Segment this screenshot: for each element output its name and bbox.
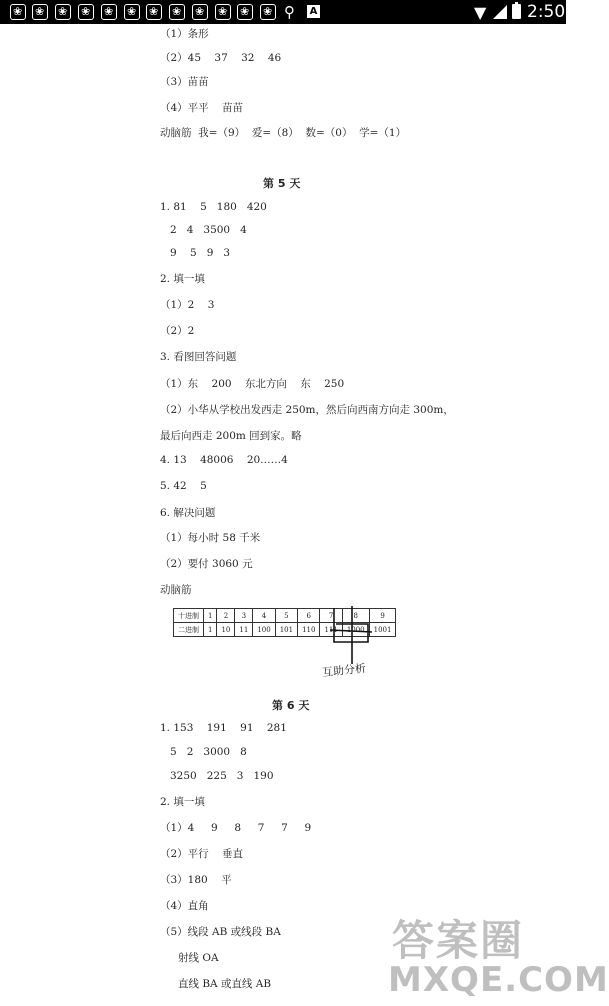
answer-line: 4. 13 48006 20……4 (160, 454, 288, 466)
answer-line: 动脑筋 我=（9） 爱=（8） 数=（0） 学=（1） (160, 127, 407, 139)
answer-line: （1）2 3 (160, 299, 215, 311)
answer-line: （4）直角 (160, 900, 209, 912)
answer-line: 2. 填一填 (160, 273, 205, 285)
paw-icon (32, 4, 48, 20)
answer-line: 3250 225 3 190 (170, 770, 274, 782)
paw-icon (260, 4, 276, 20)
answer-line: （5）线段 AB 或线段 BA (160, 926, 281, 938)
paw-icon (237, 4, 253, 20)
a-badge-icon: A (307, 5, 320, 18)
answer-line: （2）2 (160, 325, 195, 337)
table-cell: 7 (320, 609, 342, 623)
table-cell: 100 (253, 623, 275, 637)
answer-line: （1）每小时 58 千米 (160, 532, 261, 544)
table-cell: 1 (204, 609, 217, 623)
status-bar (0, 0, 566, 24)
signal-icon (493, 5, 507, 19)
answer-line: （2）平行 垂直 (160, 848, 244, 860)
answer-line: 最后向西走 200m 回到家。略 (160, 430, 302, 442)
table-cell: 10 (217, 623, 235, 637)
table-cell: 3 (235, 609, 253, 623)
table-cell: 8 (342, 609, 369, 623)
table-cell: 110 (298, 623, 320, 637)
table-cell: 二进制 (174, 623, 204, 637)
paw-icon (192, 4, 208, 20)
paw-icon (101, 4, 117, 20)
paw-icon (10, 4, 26, 20)
answer-line: 射线 OA (178, 952, 219, 964)
wifi-icon: ▼ (474, 3, 487, 22)
table-cell: 11 (235, 623, 253, 637)
answer-line: 2 4 3500 4 (170, 224, 247, 236)
paw-icon (215, 4, 231, 20)
table-cell: 4 (253, 609, 275, 623)
answer-line: （3）苗苗 (160, 76, 209, 88)
table-cell: 9 (369, 609, 396, 623)
watermark-url: MXQE.COM (388, 960, 609, 1000)
answer-line: 6. 解决问题 (160, 507, 216, 519)
table-cell: 2 (217, 609, 235, 623)
section-heading: 第 5 天 (263, 177, 301, 190)
table-cell: 5 (275, 609, 297, 623)
answer-line: （3）180 平 (160, 874, 232, 886)
answer-line: （1）东 200 东北方向 东 250 (160, 378, 345, 390)
answer-line: （1）条形 (160, 28, 209, 40)
table-cell: 111 (320, 623, 342, 637)
answer-line: 1. 81 5 180 420 (160, 201, 267, 213)
answer-line: （2）45 37 32 46 (160, 52, 282, 64)
answer-line: （2）要付 3060 元 (160, 558, 253, 570)
answer-line: （4）平平 苗苗 (160, 102, 244, 114)
answer-line: 2. 填一填 (160, 796, 205, 808)
answer-line: 1. 153 191 91 281 (160, 722, 287, 734)
paw-icon (169, 4, 185, 20)
answer-line: 3. 看图回答问题 (160, 351, 237, 363)
table-cell: 1000 (342, 623, 369, 637)
paw-icon (55, 4, 71, 20)
paw-icon (78, 4, 94, 20)
table-cell: 十进制 (174, 609, 204, 623)
answer-line: 直线 BA 或直线 AB (178, 978, 272, 990)
search-icon: ⚲ (284, 3, 295, 21)
answer-line: （2）小华从学校出发西走 250m，然后向西南方向走 300m， (160, 404, 454, 416)
watermark-logo: 答案圈 (392, 916, 525, 965)
table-cell: 1001 (369, 623, 396, 637)
table-cell: 1 (204, 623, 217, 637)
table-cell: 101 (275, 623, 297, 637)
battery-icon (512, 4, 521, 19)
handwritten-note: 互助分析 (321, 661, 367, 680)
answer-line: 5 2 3000 8 (170, 746, 247, 758)
section-heading: 第 6 天 (272, 699, 310, 712)
answer-line: 动脑筋 (160, 584, 192, 596)
paw-icon (146, 4, 162, 20)
clock-time: 2:50 (527, 2, 566, 22)
paw-icon (124, 4, 140, 20)
answer-line: 5. 42 5 (160, 480, 207, 492)
answer-line: 9 5 9 3 (170, 247, 231, 259)
table-cell: 6 (298, 609, 320, 623)
answer-line: （1）4 9 8 7 7 9 (160, 822, 312, 834)
